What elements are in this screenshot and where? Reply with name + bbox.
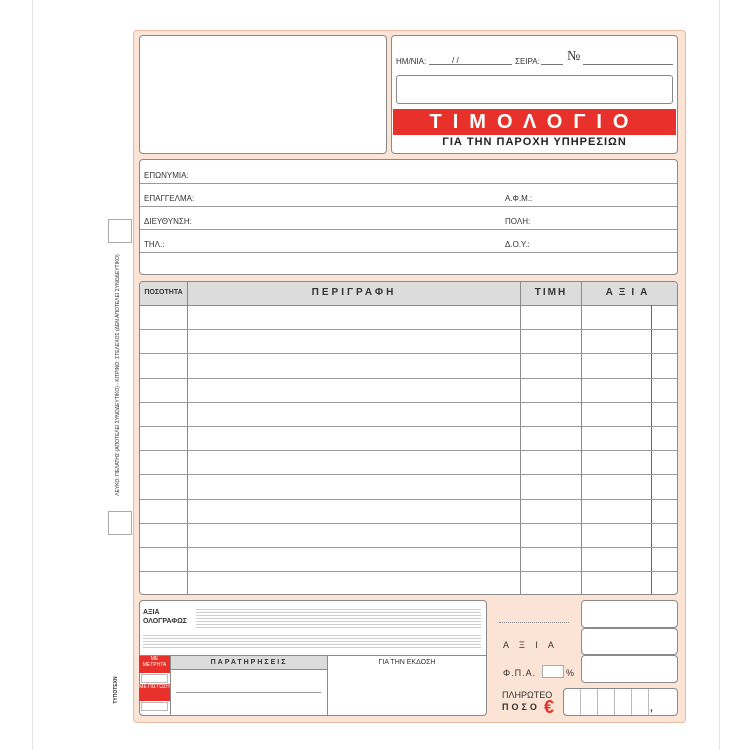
table-row[interactable] [140,426,677,450]
signature-line [499,622,569,623]
printer-brand: ΤΥΠΟΤΕΧΝ [113,676,119,704]
punch-mark-bottom [108,511,132,535]
totals-value-label: Α Ξ Ι Α [503,640,558,650]
series-field[interactable] [541,64,563,65]
name-label: ΕΠΩΝΥΜΙΑ: [144,171,189,180]
series-label: ΣΕΙΡΑ: [515,57,540,66]
payable-label: ΠΛΗΡΩΤΕΟ ΠΟΣΟ [502,690,553,712]
digit-cell-divider [614,689,615,715]
phone-label: ΤΗΛ.: [144,240,165,249]
table-row[interactable] [140,378,677,402]
table-row[interactable] [140,329,677,353]
customer-details-box [139,159,678,275]
total-value-box[interactable] [581,628,678,655]
quantity-column-header: ΠΟΣΟΤΗΤΑ [144,289,183,296]
value-in-words-field[interactable] [196,607,481,629]
customer-row-divider [140,252,677,253]
euro-symbol: € [544,697,555,717]
table-row[interactable] [140,474,677,498]
cash-payment-tag: ΜΕ ΜΕΤΡΗΤΑ [139,656,170,673]
remarks-field[interactable] [176,692,321,693]
customer-row-divider [140,229,677,230]
number-symbol: № [567,49,581,64]
profession-label: ΕΠΑΓΓΕΛΜΑ: [144,194,195,203]
issuer-stamp-box [139,35,387,154]
doy-label: Δ.Ο.Υ.: [505,240,530,249]
table-row[interactable] [140,547,677,571]
price-column-header: ΤΙΜΗ [534,287,568,298]
punch-mark-top [108,219,132,243]
value-in-words-label: ΑΞΙΑ ΟΛΟΓΡΑΦΩΣ [143,609,187,625]
document-subtitle: ΓΙΑ ΤΗΝ ΠΑΡΟΧΗ ΥΠΗΡΕΣΙΩΝ [442,136,627,148]
afm-label: Α.Φ.Μ.: [505,194,533,203]
table-row[interactable] [140,523,677,547]
decimal-comma: , [650,703,653,714]
vat-label: Φ.Π.Α. [503,668,537,678]
value-column-header: ΑΞΙΑ [605,287,654,298]
table-row[interactable] [140,499,677,523]
table-row[interactable] [140,450,677,474]
customer-row-divider [140,206,677,207]
customer-row-divider [140,183,677,184]
cash-checkbox[interactable] [141,674,168,683]
issuer-label: ΓΙΑ ΤΗΝ ΕΚΔΟΣΗ [378,659,436,666]
copy-distribution-note: ΛΕΥΚΟ: ΠΕΛΑΤΗΣ (ΑΠΟΤΕΛΕΙ ΣΥΝΟΔΕΥΤΙΚΟ) - ΚΙΤΡΙΝΟ: ΣΤΕΛΕΧΟΣ (ΔΕΝ ΑΠΟΤΕΛΕΙ ΣΥΝΟΔΕΥΤΙΚΟ) [115,254,121,496]
table-row[interactable] [140,571,677,595]
credit-checkbox[interactable] [141,702,168,711]
document-title: ΤΙΜΟΛΟΓΙΟ [393,109,676,135]
city-label: ΠΟΛΗ: [505,217,531,226]
invoice-number-field[interactable] [583,64,673,65]
date-separators: / / [452,56,459,65]
vat-percent: % [566,668,575,678]
vat-rate-field[interactable] [542,665,564,678]
credit-payment-tag: ΜΕ ΠΙΣΤΩΣΗ [139,684,170,701]
value-in-words-field-2[interactable] [143,633,481,648]
net-value-box[interactable] [581,600,678,628]
digit-cell-divider [648,689,649,715]
date-label: ΗΜ/ΝΙΑ: [396,57,427,66]
digit-cell-divider [580,689,581,715]
digit-cell-divider [597,689,598,715]
remarks-label: ΠΑΡΑΤΗΡΗΣΕΙΣ [210,659,288,666]
vat-amount-box[interactable] [581,655,678,683]
table-row[interactable] [140,305,677,329]
digit-cell-divider [631,689,632,715]
table-row[interactable] [140,353,677,377]
invoice-number-box [396,75,673,104]
address-label: ΔΙΕΥΘΥΝΣΗ: [144,217,192,226]
description-column-header: ΠΕΡΙΓΡΑΦΗ [311,287,397,298]
date-field[interactable] [429,64,512,65]
table-row[interactable] [140,402,677,426]
